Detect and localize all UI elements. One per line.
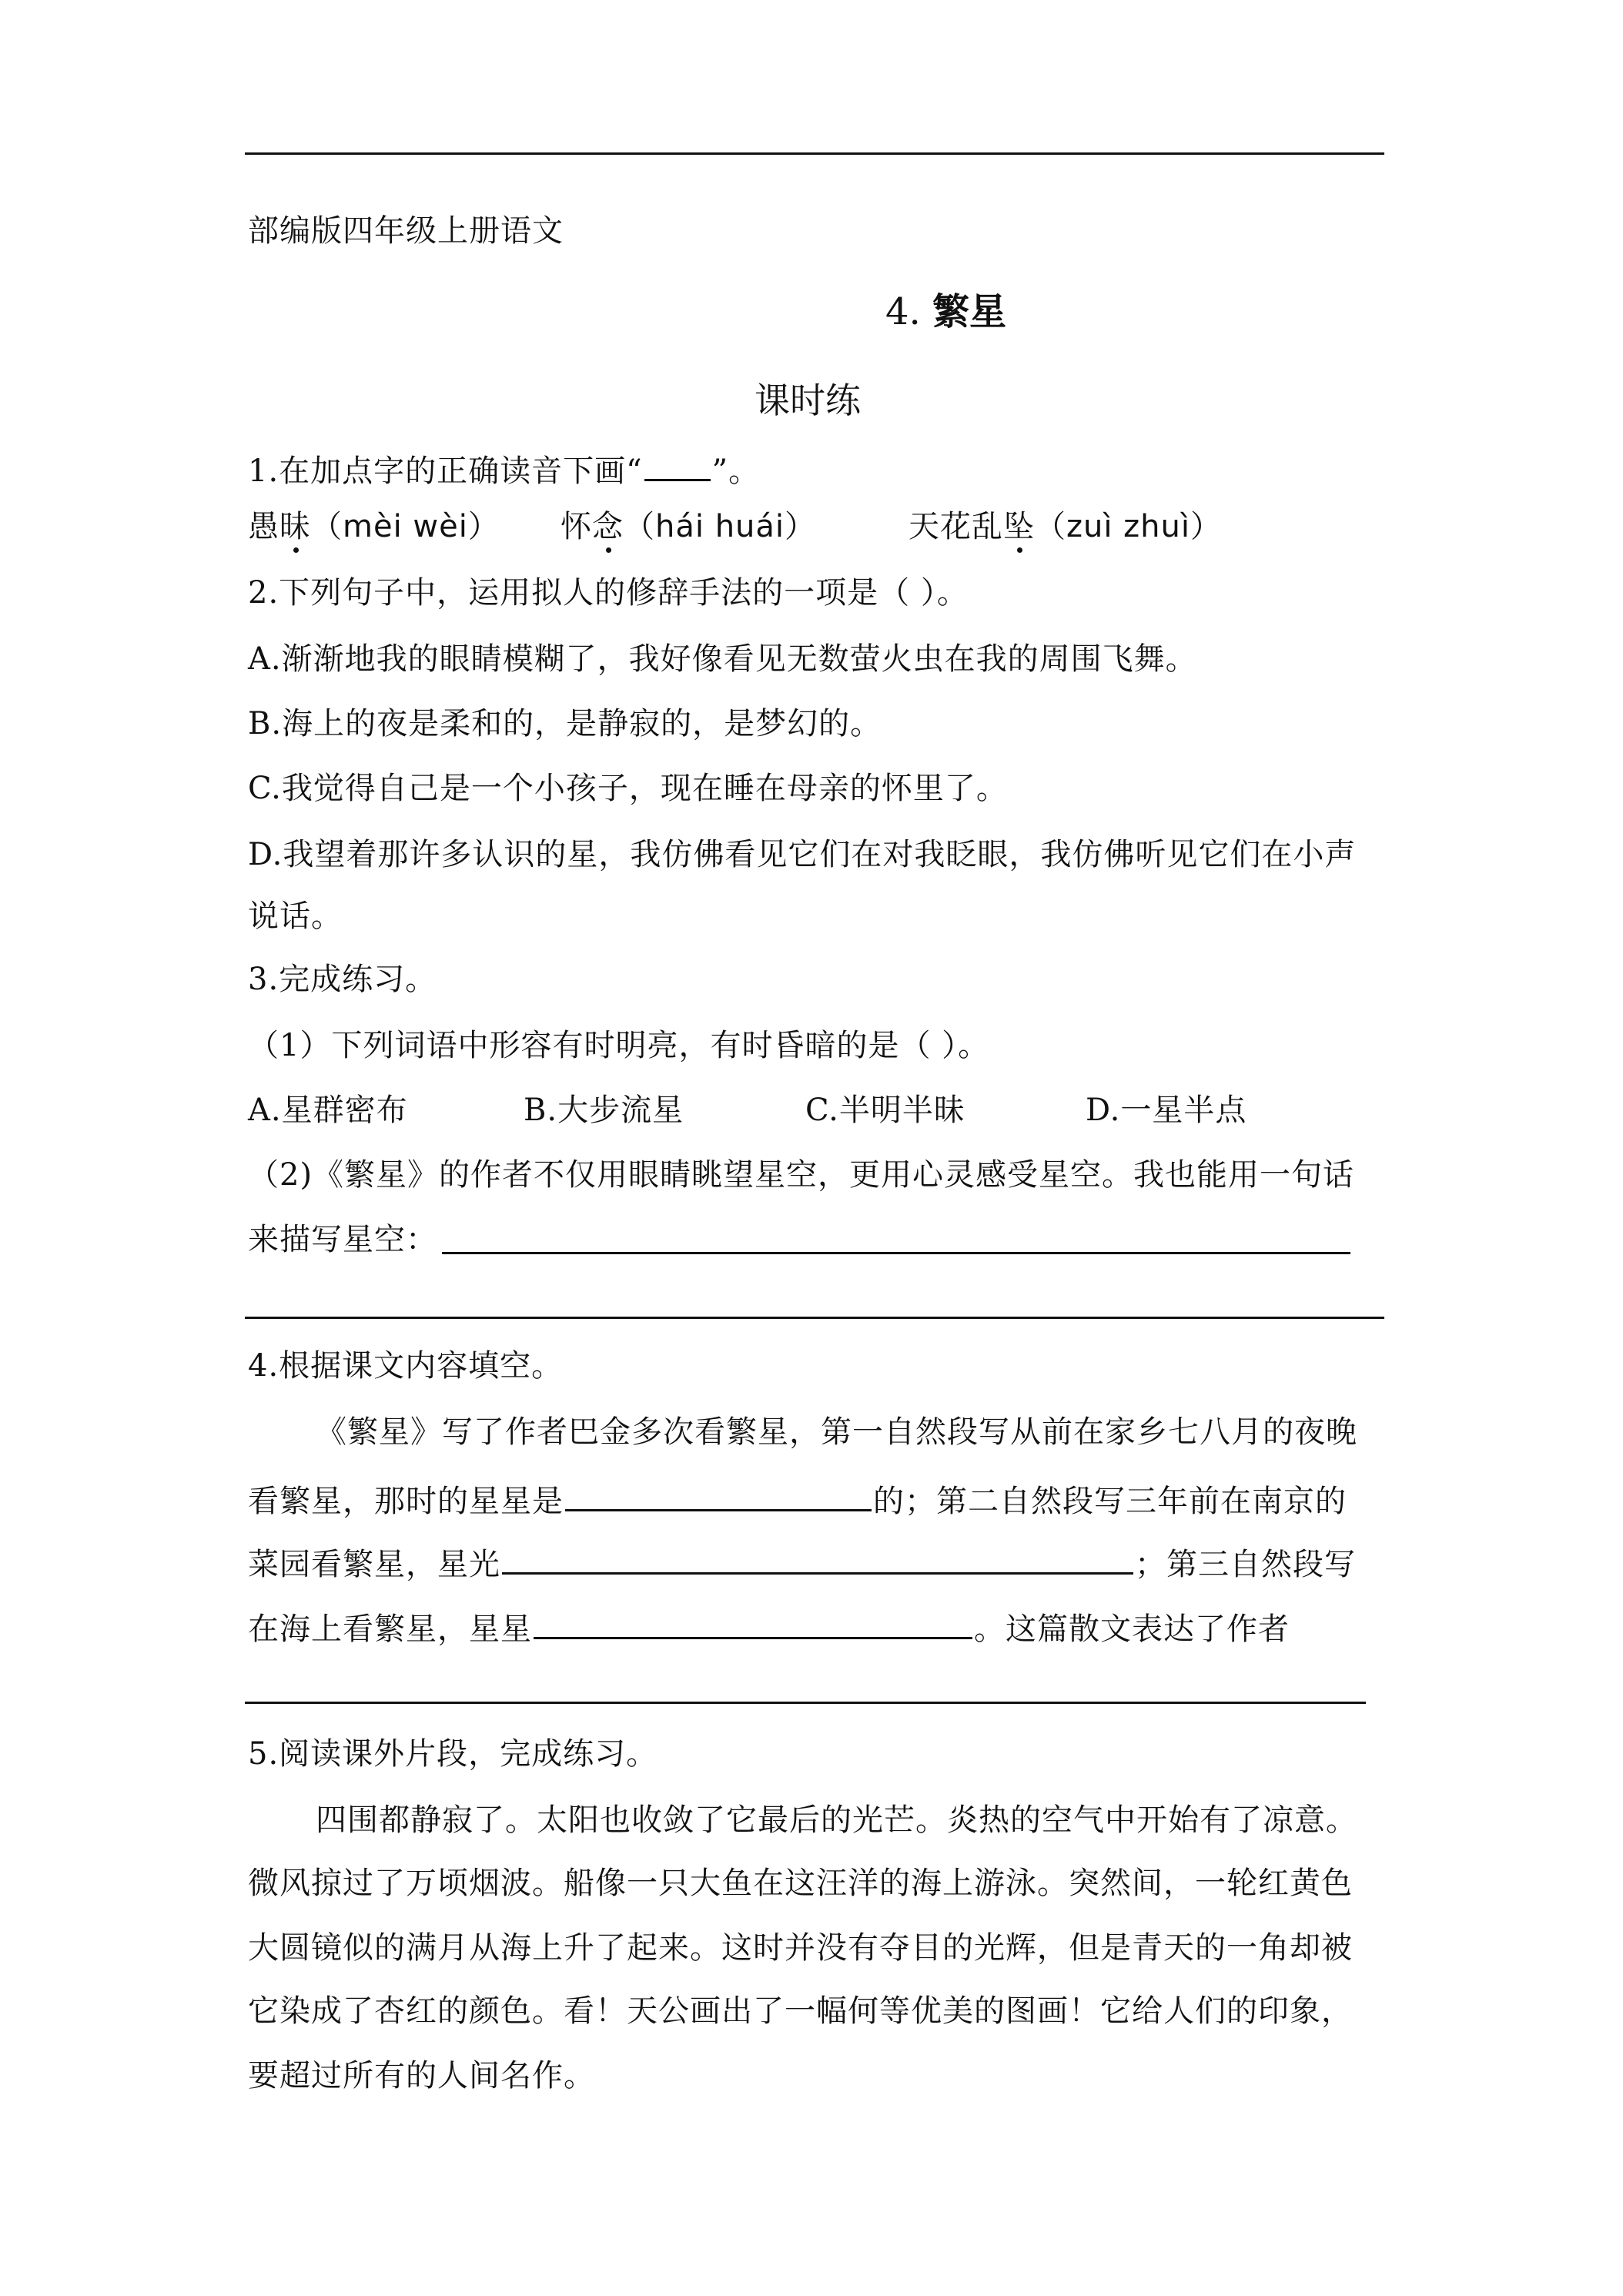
q1-w2-pre: 怀 bbox=[561, 509, 592, 544]
title-number: 4. bbox=[885, 290, 933, 333]
q4-line-1-text: 《繁星》写了作者巴金多次看繁星，第一自然段写从前在家乡七八月的夜晚 bbox=[316, 1414, 1357, 1450]
q2-option-d-line2 bbox=[248, 898, 343, 935]
q3-prompt bbox=[248, 961, 437, 998]
q1-word-1 bbox=[248, 508, 500, 545]
subtitle-text: 课时练 bbox=[755, 380, 861, 421]
q2-prompt bbox=[248, 574, 969, 611]
q3-opt-c-text: C.半明半昧 bbox=[805, 1093, 965, 1128]
q5-p1: 四围都静寂了。太阳也收敛了它最后的光芒。炎热的空气中开始有了凉意。 bbox=[316, 1802, 1357, 1838]
q4-prompt bbox=[248, 1347, 563, 1384]
q3-sub1 bbox=[248, 1027, 989, 1064]
q1-w1-dotted: 昧 bbox=[279, 509, 311, 544]
q1-prompt bbox=[248, 448, 760, 490]
q4-line-2a: 看繁星，那时的星星是 bbox=[248, 1484, 564, 1519]
q5-para-line-1 bbox=[316, 1802, 1357, 1839]
q4-line-3a: 菜园看繁星，星光 bbox=[248, 1547, 500, 1582]
page-title bbox=[885, 282, 1006, 335]
q3-opt-a-text: A.星群密布 bbox=[248, 1093, 408, 1128]
book-label-text: 部编版四年级上册语文 bbox=[248, 213, 564, 249]
q1-w1-pinyin[interactable]: （mèi wèi） bbox=[311, 509, 500, 544]
q3-sub2-text1: （2)《繁星》的作者不仅用眼睛眺望星空，更用心灵感受星空。我也能用一句话 bbox=[248, 1157, 1355, 1193]
q1-word-2 bbox=[561, 508, 816, 545]
q4-line-1 bbox=[316, 1414, 1357, 1451]
book-label bbox=[248, 213, 564, 249]
q5-para-line-5 bbox=[248, 2057, 595, 2094]
q1-underline-sample bbox=[644, 448, 711, 481]
q2-option-c-text: C.我觉得自己是一个小孩子，现在睡在母亲的怀里了。 bbox=[248, 771, 1008, 806]
q3-sub2-text2: 来描写星空： bbox=[248, 1222, 437, 1257]
q3-opt-b-text: B.大步流星 bbox=[524, 1093, 684, 1128]
q4-line-4b: 。这篇散文表达了作者 bbox=[974, 1612, 1290, 1647]
q5-prompt bbox=[248, 1735, 658, 1772]
q1-w1-pre: 愚 bbox=[248, 509, 279, 544]
q2-option-d-text1: D.我望着那许多认识的星，我仿佛看见它们在对我眨眼，我仿佛听见它们在小声 bbox=[248, 837, 1357, 872]
q2-option-a-text: A.渐渐地我的眼睛模糊了，我好像看见无数萤火虫在我的周围飞舞。 bbox=[248, 641, 1197, 677]
q5-p4: 它染成了杏红的颜色。看！天公画出了一幅何等优美的图画！它给人们的印象， bbox=[248, 1993, 1353, 2029]
q5-para-line-4 bbox=[248, 1993, 1353, 2030]
q4-line-4a: 在海上看繁星，星星 bbox=[248, 1612, 532, 1647]
q2-option-b[interactable] bbox=[248, 705, 882, 742]
q3-opt-d-text: D.一星半点 bbox=[1086, 1093, 1247, 1128]
q3-sub2-line2 bbox=[248, 1221, 437, 1258]
q2-option-c[interactable] bbox=[248, 770, 1008, 807]
q4-line-4 bbox=[248, 1606, 1290, 1648]
q2-option-a[interactable] bbox=[248, 641, 1197, 678]
q2-option-b-text: B.海上的夜是柔和的，是静寂的，是梦幻的。 bbox=[248, 706, 882, 741]
q4-blank-1[interactable] bbox=[565, 1478, 872, 1511]
q3-opt-a[interactable] bbox=[248, 1092, 408, 1129]
q1-w3-dotted: 坠 bbox=[1003, 509, 1035, 544]
q4-blank-3[interactable] bbox=[534, 1606, 972, 1639]
q5-p2: 微风掠过了万顷烟波。船像一只大鱼在这汪洋的海上游泳。突然间，一轮红黄色 bbox=[248, 1866, 1353, 1901]
title-text: 繁星 bbox=[932, 290, 1007, 333]
q5-para-line-3 bbox=[248, 1930, 1353, 1966]
q4-line-3 bbox=[248, 1541, 1356, 1583]
q1-word-3 bbox=[909, 508, 1222, 545]
q4-prompt-text: 4.根据课文内容填空。 bbox=[248, 1348, 564, 1384]
q1-w2-dotted: 念 bbox=[592, 509, 624, 544]
q5-para-line-2 bbox=[248, 1865, 1353, 1902]
q5-prompt-text: 5.阅读课外片段，完成练习。 bbox=[248, 1736, 658, 1772]
q5-p5: 要超过所有的人间名作。 bbox=[248, 2058, 595, 2094]
q1-w3-pre: 天花乱 bbox=[909, 509, 1003, 544]
header-rule bbox=[245, 152, 1384, 155]
q3-opt-d[interactable] bbox=[1086, 1092, 1247, 1129]
q1-prompt-a: 1.在加点字的正确读音下画“ bbox=[248, 454, 643, 489]
q2-prompt-text: 2.下列句子中，运用拟人的修辞手法的一项是（ ）。 bbox=[248, 575, 969, 611]
q4-line-2b: 的；第二自然段写三年前在南京的 bbox=[873, 1484, 1347, 1519]
q2-option-d-line1[interactable] bbox=[248, 836, 1356, 873]
q4-line-3b: ；第三自然段写 bbox=[1135, 1547, 1356, 1582]
q1-w2-pinyin[interactable]: （hái huái） bbox=[624, 509, 817, 544]
q3-opt-b[interactable] bbox=[524, 1092, 684, 1129]
q1-w3-pinyin[interactable]: （zuì zhuì） bbox=[1035, 509, 1222, 544]
q5-p3: 大圆镜似的满月从海上升了起来。这时并没有夺目的光辉，但是青天的一角却被 bbox=[248, 1930, 1353, 1966]
q4-line-2 bbox=[248, 1478, 1347, 1520]
q1-prompt-b: ”。 bbox=[711, 454, 761, 489]
q4-blank-2[interactable] bbox=[502, 1541, 1133, 1575]
q3-answer-line-1[interactable] bbox=[442, 1252, 1350, 1254]
q2-option-d-text2: 说话。 bbox=[248, 899, 343, 934]
q3-opt-c[interactable] bbox=[805, 1092, 965, 1129]
q3-sub2-line1 bbox=[248, 1156, 1354, 1193]
q3-answer-line-2[interactable] bbox=[245, 1317, 1384, 1319]
q3-sub1-text: （1）下列词语中形容有时明亮，有时昏暗的是（ ）。 bbox=[248, 1028, 990, 1063]
page-subtitle bbox=[755, 373, 861, 423]
q4-answer-line[interactable] bbox=[245, 1702, 1366, 1704]
q3-prompt-text: 3.完成练习。 bbox=[248, 962, 437, 997]
